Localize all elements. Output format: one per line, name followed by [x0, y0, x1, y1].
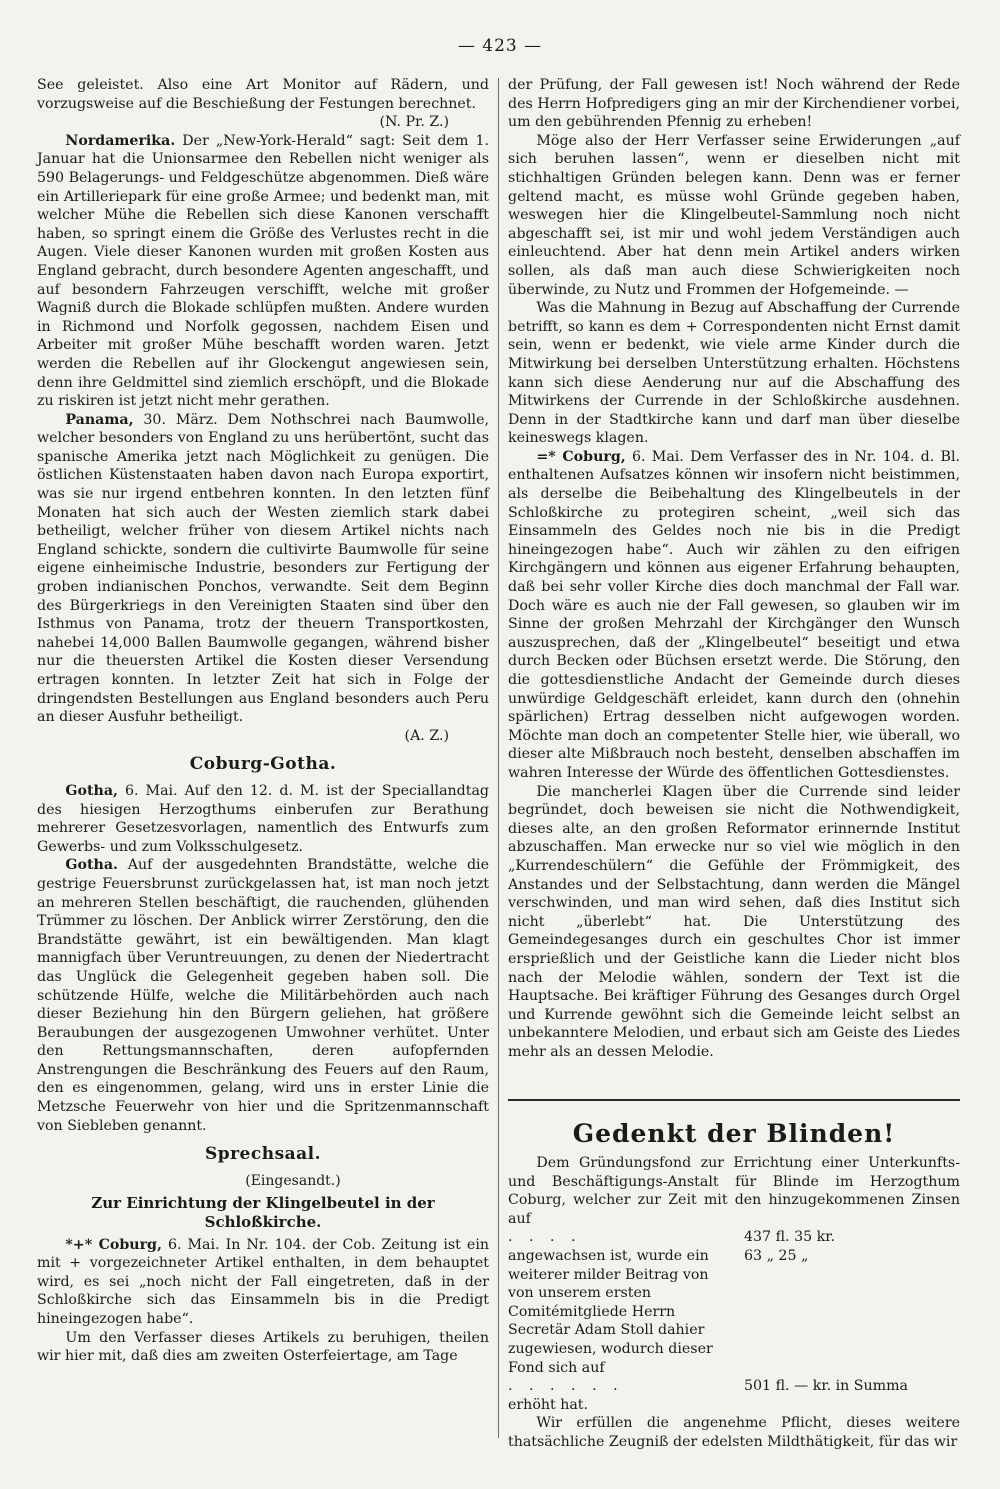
notice-paragraph: erhöht hat.: [508, 1396, 589, 1413]
ledger-amount: 437 fl. 35 kr.: [744, 1229, 835, 1246]
notice-divider: [508, 1099, 960, 1101]
ledger-text: angewachsen ist, wurde ein weiterer milder Beitrag von: [508, 1248, 709, 1283]
dateline: =* Coburg,: [536, 448, 626, 465]
article-title: Zur Einrichtung der Klingelbeutel in der Schloßkirche.: [91, 1194, 435, 1232]
source-note: (N. Pr. Z.): [379, 114, 449, 131]
notice-title: Gedenkt der Blinden!: [572, 1119, 896, 1149]
paragraph-nordamerika: Nordamerika. Der „New-York-Herald“ sagt: Seit dem 1. Januar hat die Unionsarmee den Rebellen nicht weniger als 590 Belagerungs- und Feldgeschütze abgenommen. Dieß wäre ein Artilleriepark für eine große Armee; und bedenkt man, mit welcher Mühe die Rebellen sich diese Kanonen verschafft haben, so springt einem die Größe des Verlustes recht in die Augen. Viele dieser Kanonen wurden mit großen Kosten aus England gebracht, durch besondere Agenten angeschafft, und auf besondern Fahrzeugen verschifft, welche mit großer Wagniß durch die Blokade schlüpfen mußten. Andere wurden in Richmond und Norfolk gegossen, nachdem Eisen und Arbeiter mit großer Mühe beschafft worden waren. Jetzt werden die Rebellen auf ihr Glockengut angewiesen sein, denn ihre Geldmittel sind ziemlich erschöpft, und die Blokade zu riskiren ist jetzt nicht mehr gerathen.: [37, 132, 490, 410]
paragraph: der Prüfung, der Fall gewesen ist! Noch während der Rede des Herrn Hofpredigers ging an mir der Kirchendiener vorbei, um den gebührenden Pfennig zu erheben!: [508, 77, 960, 131]
section-heading-coburg-gotha: Coburg-Gotha.: [189, 754, 337, 775]
right-column: [508, 76, 960, 1452]
paragraph-currende: Was die Mahnung in Bezug auf Abschaffung der Currende betrifft, so kann es dem + Correspondenten nicht Ernst damit sein, wenn er bedenkt, wie viele arme Kinder durch die Mitwirkung bei derselben Unterstützung erhalten. Höchstens kann sich diese Aenderung nur auf die Abschaffung des Mitwirkens der Currende in der Schloßkirche ausdehnen. Denn in der Stadtkirche kann und darf man über dieselbe keineswegs klagen.: [508, 300, 960, 447]
paragraph-gotha-landtag: Gotha, 6. Mai. Auf den 12. d. M. ist der Speciallandtag des hiesigen Herzogthums einberufen zur Berathung mehrerer Gesetzesvorlagen, namentlich des Entwurfs zum Gewerbs- und zum Volksschulgesetz.: [37, 782, 489, 855]
ledger-row: [508, 1228, 960, 1247]
source-note: (A. Z.): [404, 727, 449, 744]
submission-note: (Eingesandt.): [245, 1172, 341, 1189]
paragraph: Um den Verfasser dieses Artikels zu beruhigen, theilen wir hier mit, daß dies am zweiten Osterfeiertage, am Tage: [37, 1329, 489, 1365]
ledger-row: [508, 1284, 960, 1377]
notice-paragraph: Dem Gründungsfond zur Errichtung einer Unterkunfts- und Beschäftigungs-Anstalt für Blinde im Herzogthum Coburg, welcher zur Zeit mit den hinzugekommenen Zinsen auf: [508, 1155, 960, 1227]
ledger-dots: . . . .: [508, 1229, 582, 1246]
notice-paragraph: Wir erfüllen die angenehme Pflicht, dieses weitere thatsächliche Zeugniß der edelsten Mildthätigkeit, für das wir: [508, 1415, 960, 1450]
dateline: Gotha,: [65, 782, 118, 799]
ledger-row: [508, 1247, 960, 1284]
column-divider: [498, 78, 499, 1438]
paragraph-panama: Panama, 30. März. Dem Nothschrei nach Baumwolle, welcher besonders von England zu uns herübertönt, sucht das spanische Amerika jetzt nach Möglichkeit zu genügen. Die östlichen Küstenstaaten haben davon nach Europa exportirt, was sie nur irgend entbehren konnten. In den letzten fünf Monaten hat sich auch der Westen ziemlich stark dabei betheiligt, welcher früher von diesem Artikel nichts nach England schickte, sondern die cultivirte Baumwolle für seine eigene einheimische Industrie, besonders zur Fertigung der groben indianischen Ponchos, verwandte. Seit dem Beginn des Bürgerkriegs in den Vereinigten Staaten sind über den Isthmus von Panama, trotz der theuern Transportkosten, nahebei 14,000 Ballen Baumwolle gegangen, während bisher nur die theuersten Artikel die Kosten dieser Versendung ertragen konnten. In letzter Zeit hat sich in Folge der dringendsten Bestellungen aus England besonders auch Peru an dieser Ausfuhr betheiligt.: [37, 411, 489, 726]
ledger-dots: . . . . . .: [508, 1378, 624, 1395]
ledger-row: [508, 1377, 960, 1396]
paragraph-coburg-reply: =* Coburg, 6. Mai. Dem Verfasser des in Nr. 104. d. Bl. enthaltenen Aufsatzes können wir insofern nicht beistimmen, als derselbe die Beibehaltung des Klingelbeutels in der Schloßkirche zu protegiren scheint, „weil sich das Einsammeln des Geldes noch nie bis in die Predigt hineingezogen habe“. Auch wir zählen zu den eifrigen Kirchgängern und können aus eigener Erfahrung behaupten, daß bei sehr voller Kirche dies doch manchmal der Fall war. Doch wäre es auch nie der Fall gewesen, so glauben wir im Sinne der großen Mehrzahl der Kirchgänger den Wunsch auszusprechen, daß der „Klingelbeutel“ beseitigt und etwa durch Becken oder Büchsen ersetzt werde. Die Störung, den die gottesdienstliche Andacht der Gemeinde durch dieses unwürdige Geldgeschäft erleidet, kann durch den (ohnehin spärlichen) Ertrag desselben nicht aufgewogen worden. Möchte man doch an competenter Stelle hier, wie überall, wo dieser alte Mißbrauch noch besteht, denselben abschaffen im wahren Interesse der Würde des öffentlichen Gottesdienstes.: [508, 448, 960, 781]
dateline: Panama,: [65, 411, 134, 428]
ledger-text: von unserem ersten Comitémitgliede Herrn Secretär Adam Stoll dahier zugewiesen, wodurch dieser Fond sich auf: [508, 1285, 713, 1376]
paragraph: Möge also der Herr Verfasser seine Erwiderungen „auf sich beruhen lassen“, wenn er dieselben nicht mit stichhaltigen Gründen belegen kann. Denn was er ferner geltend macht, es müsse wohl Gründe gegeben haben, weswegen hier die Klingelbeutel-Sammlung noch nicht abgeschafft sei, ist mir und wohl jedem Verständigen auch einleuchtend. Aber hat denn mein Artikel anders wirken sollen, als daß man auch diese Schwierigkeiten noch überwinde, zu Nutz und Frommen der Hofgemeinde. —: [508, 132, 960, 298]
left-column: [37, 76, 489, 1366]
paragraph: Die mancherlei Klagen über die Currende sind leider begründet, doch beweisen sie nicht die Nothwendigkeit, dieses alte, an den großen Reformator erinnernde Institut abzuschaffen. Man erwecke nur so viel wie möglich in den „Kurrendeschülern“ die Gefühle der Frömmigkeit, des Anstandes und der Selbstachtung, dann werden die Mängel verschwinden, und man wird sehen, daß dies Institut sich nicht „überlebt“ hat. Die Unterstützung des Gemeindegesanges durch ein geschultes Chor ist immer ersprießlich und der Geistliche kann die Lieder nicht blos nach der Melodie wählen, sondern der Text ist die Hauptsache. Bei kräftiger Führung des Gesanges durch Orgel und Kurrende gewöhnt sich die Gemeinde leicht selbst an unbekanntere Melodien, und erbaut sich am Geiste des Liedes mehr als an dessen Melodie.: [508, 783, 960, 1060]
donation-notice: [508, 1154, 960, 1452]
paragraph-gotha-brand: Gotha. Auf der ausgedehnten Brandstätte, welche die gestrige Feuersbrunst zurückgelassen hat, ist man noch jetzt an mehreren Stellen beschäftigt, die rauchenden, glühenden Trümmer zu löschen. Der Anblick wirrer Zerstörung, den die Brandstätte gewährt, ist ein bewältigenden. Man klagt mannigfach über Veruntreuungen, zu denen der Niedertracht das Unglück die Gelegenheit gegeben haben soll. Die schützende Hülfe, welche die Militärbehörden auch nach dieser Beziehung hin den Bürgern geliehen, hat größere Beraubungen der ausgezogenen Umwohner verhütet. Unter den Rettungsmannschaften, deren aufopfernden Anstrengungen die Beschränkung des Feuers auf den Raum, den es eingenommen, gelang, wird uns in erster Linie die Metzsche Feuerwehr von hier und die Spritzenmannschaft von Siebleben genannt.: [37, 857, 489, 1134]
dateline: Nordamerika.: [65, 132, 176, 149]
page-number: — 423 —: [457, 36, 543, 56]
dateline: *+* Coburg,: [65, 1236, 162, 1253]
paragraph: See geleistet. Also eine Art Monitor auf Rädern, und vorzugsweise auf die Beschießung der Festungen berechnet.: [37, 77, 489, 112]
dateline: Gotha.: [65, 857, 118, 874]
section-heading-sprechsaal: Sprechsaal.: [204, 1144, 322, 1165]
paragraph-coburg-klingelbeutel: *+* Coburg, 6. Mai. In Nr. 104. der Cob. Zeitung ist ein mit + vorgezeichneter Artikel enthalten, in dem behauptet wird, es sei „noch nicht der Fall eingetreten, daß in der Schloßkirche sich das Einsammeln bis in die Predigt hineingezogen habe“.: [37, 1236, 489, 1327]
ledger-amount: 63 „ 25 „: [744, 1248, 809, 1265]
ledger-amount: 501 fl. — kr. in Summa: [744, 1378, 909, 1395]
